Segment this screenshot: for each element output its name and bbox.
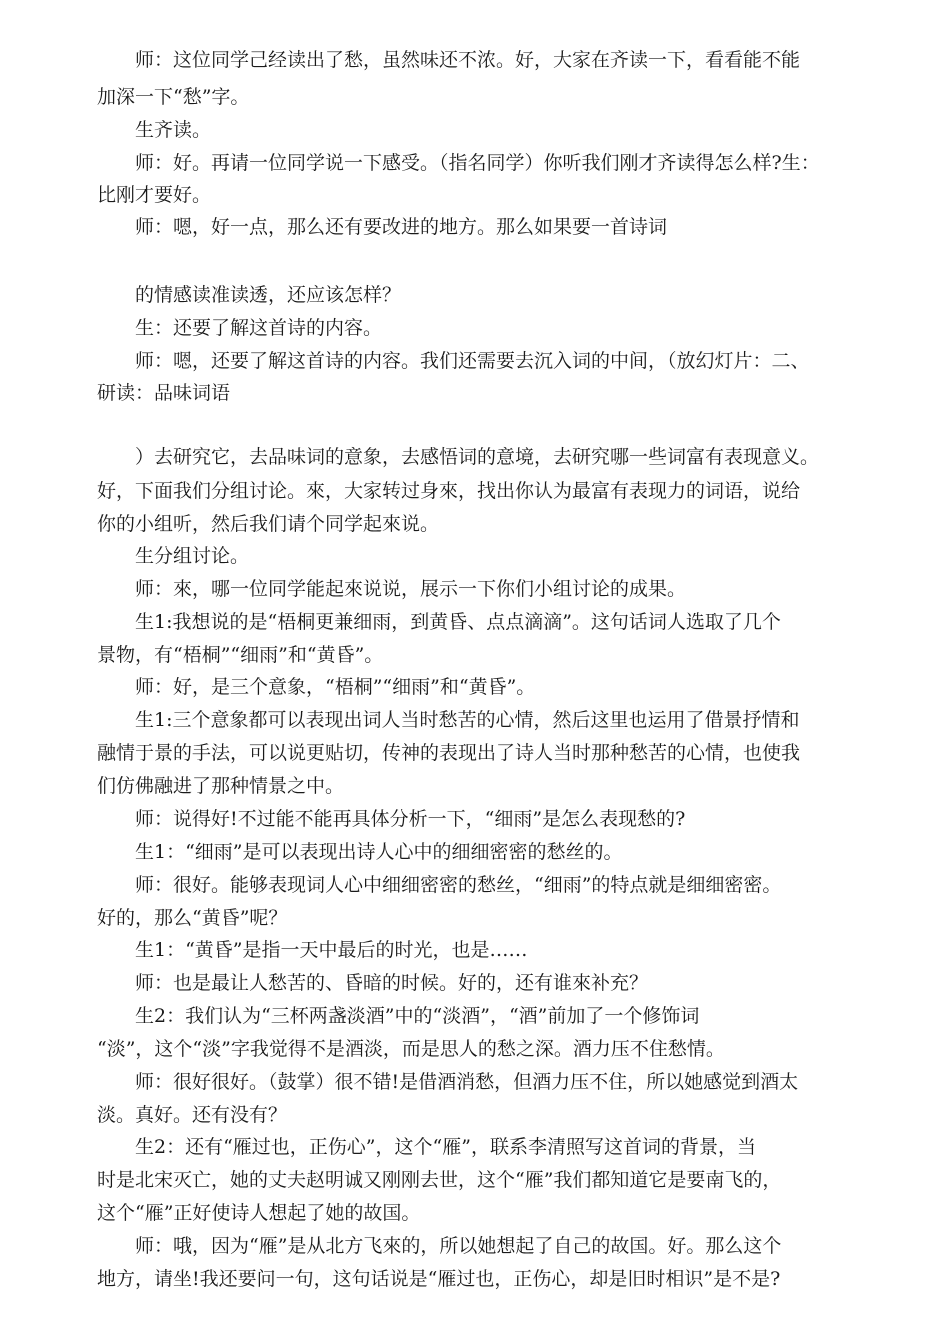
text-line: ）去研究它，去品味词的意象，去感悟词的意境，去研究哪一些词富有表现意义。 xyxy=(135,446,820,468)
text-line: 景物，有“梧桐”“细雨”和“黄昏”。 xyxy=(97,644,384,666)
text-line: “淡”，这个“淡”字我觉得不是酒淡，而是思人的愁之深。酒力压不住愁情。 xyxy=(97,1038,725,1060)
text-line: 生：还要了解这首诗的内容。 xyxy=(135,317,383,339)
text-line: 师：好，是三个意象，“梧桐”“细雨”和“黄昏”。 xyxy=(135,676,536,698)
text-line: 融情于景的手法，可以说更贴切，传神的表现出了诗人当时那种愁苦的心情，也使我 xyxy=(97,742,801,764)
text-line: 淡。真好。还有没有？ xyxy=(97,1104,288,1126)
text-line: 师：嗯，好一点，那么还有要改进的地方。那么如果要一首诗词 xyxy=(135,216,668,238)
text-line: 们仿佛融进了那种情景之中。 xyxy=(97,775,345,797)
text-line: 生2：还有“雁过也，正伤心”，这个“雁”，联系李清照写这首词的背景，当 xyxy=(135,1136,756,1158)
text-line: 比刚才要好。 xyxy=(97,184,212,206)
text-line: 的情感读准读透，还应该怎样？ xyxy=(135,284,402,306)
text-line: 研读：品味词语 xyxy=(97,382,231,404)
text-line: 好，下面我们分组讨论。來，大家转过身來，找出你认为最富有表现力的词语，说给 xyxy=(97,480,801,502)
text-line: 师：哦，因为“雁”是从北方飞來的，所以她想起了自己的故国。好。那么这个 xyxy=(135,1235,782,1257)
text-line: 好的，那么“黄昏”呢？ xyxy=(97,907,288,929)
text-line: 地方，请坐!我还要问一句，这句话说是“雁过也，正伤心，却是旧时相识”是不是? xyxy=(97,1268,781,1290)
text-line: 生2：我们认为“三杯两盏淡酒”中的“淡酒”，“酒”前加了一个修饰词 xyxy=(135,1005,700,1027)
text-line: 生1:三个意象都可以表现出词人当时愁苦的心情，然后这里也运用了借景抒情和 xyxy=(135,709,800,731)
text-line: 师：很好很好。（鼓掌）很不错!是借酒消愁，但酒力压不住，所以她感觉到酒太 xyxy=(135,1071,799,1093)
text-line: 师：來，哪一位同学能起來说说，展示一下你们小组讨论的成果。 xyxy=(135,578,687,600)
text-line: 生1:我想说的是“梧桐更兼细雨，到黄昏、点点滴滴”。这句话词人选取了几个 xyxy=(135,611,781,633)
text-line: 这个“雁”正好使诗人想起了她的故国。 xyxy=(97,1202,421,1224)
text-line: 生分组讨论。 xyxy=(135,545,250,567)
text-line: 你的小组听，然后我们请个同学起來说。 xyxy=(97,513,440,535)
text-line: 师：也是最让人愁苦的、昏暗的时候。好的，还有谁來补充？ xyxy=(135,972,649,994)
text-line: 师：这位同学己经读出了愁，虽然味还不浓。好，大家在齐读一下，看看能不能 xyxy=(135,49,801,71)
text-line: 加深一下“愁”字。 xyxy=(97,86,250,108)
text-line: 师：说得好!不过能不能再具体分析一下，“细雨”是怎么表现愁的? xyxy=(135,808,686,830)
text-line: 生1：“细雨”是可以表现出诗人心中的细细密密的愁丝的。 xyxy=(135,841,623,863)
text-line: 师：好。再请一位同学说一下感受。（指名同学）你听我们刚才齐读得怎么样?生： xyxy=(135,152,820,174)
text-line: 生1：“黄昏”是指一天中最后的时光，也是…… xyxy=(135,939,528,961)
text-line: 师：嗯，还要了解这首诗的内容。我们还需要去沉入词的中间，（放幻灯片：二、 xyxy=(135,350,810,372)
text-line: 生齐读。 xyxy=(135,119,212,141)
text-line: 时是北宋灭亡，她的丈夫赵明诚又刚刚去世，这个“雁”我们都知道它是要南飞的， xyxy=(97,1169,782,1191)
text-line: 师：很好。能够表现词人心中细细密密的愁丝，“细雨”的特点就是细细密密。 xyxy=(135,874,782,896)
